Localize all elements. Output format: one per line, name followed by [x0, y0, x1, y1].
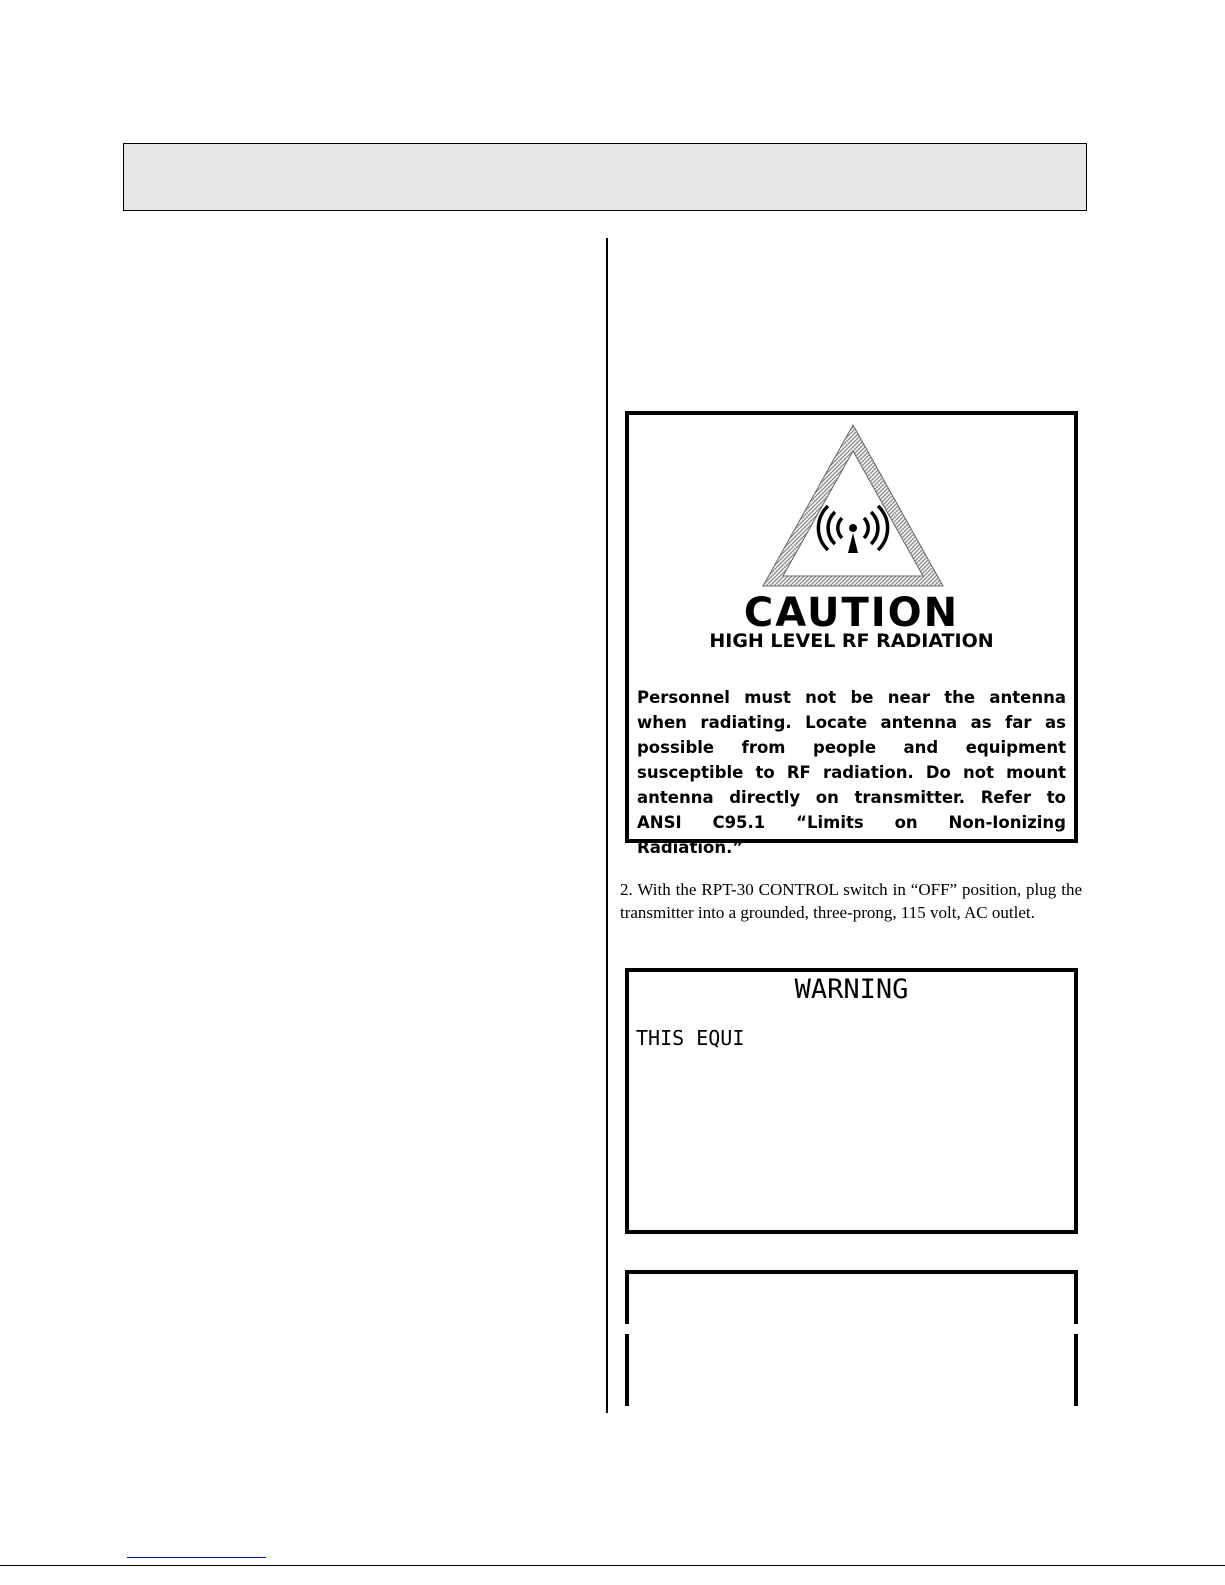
caution-body-text: Personnel must not be near the antenna when radiating. Locate antenna as far as possible from people and equipment susceptible to RF radiation. Do not mount antenna directly on transmitter. Refer to ANSI C95.1 “Limits on Non-Ionizing Radiation.”: [637, 688, 1066, 857]
empty-box-top-border: [625, 1270, 1078, 1274]
step-2-paragraph: 2. With the RPT-30 CONTROL switch in “OFF” position, plug the transmitter into a grounded, three-prong, 115 volt, AC outlet.: [620, 880, 1082, 922]
footer-rule: [0, 1565, 1225, 1566]
warning-title: WARNING: [794, 974, 909, 1005]
footer-link-underline[interactable]: [127, 1557, 266, 1558]
caution-title: CAUTION: [743, 590, 960, 636]
empty-box-left-border: [625, 1270, 629, 1324]
caution-sign: [625, 411, 1078, 857]
warning-box: [625, 968, 1078, 1234]
empty-box-left-border-lower: [625, 1334, 629, 1406]
empty-box-right-border-lower: [1074, 1334, 1078, 1406]
column-divider: [606, 238, 608, 1413]
warning-text: THIS EQUI: [636, 1026, 745, 1050]
rf-radiation-warning-icon: [761, 423, 946, 596]
caution-subtitle: HIGH LEVEL RF RADIATION: [709, 630, 994, 652]
empty-box-right-border: [1074, 1270, 1078, 1324]
section-header-band: [123, 143, 1087, 211]
